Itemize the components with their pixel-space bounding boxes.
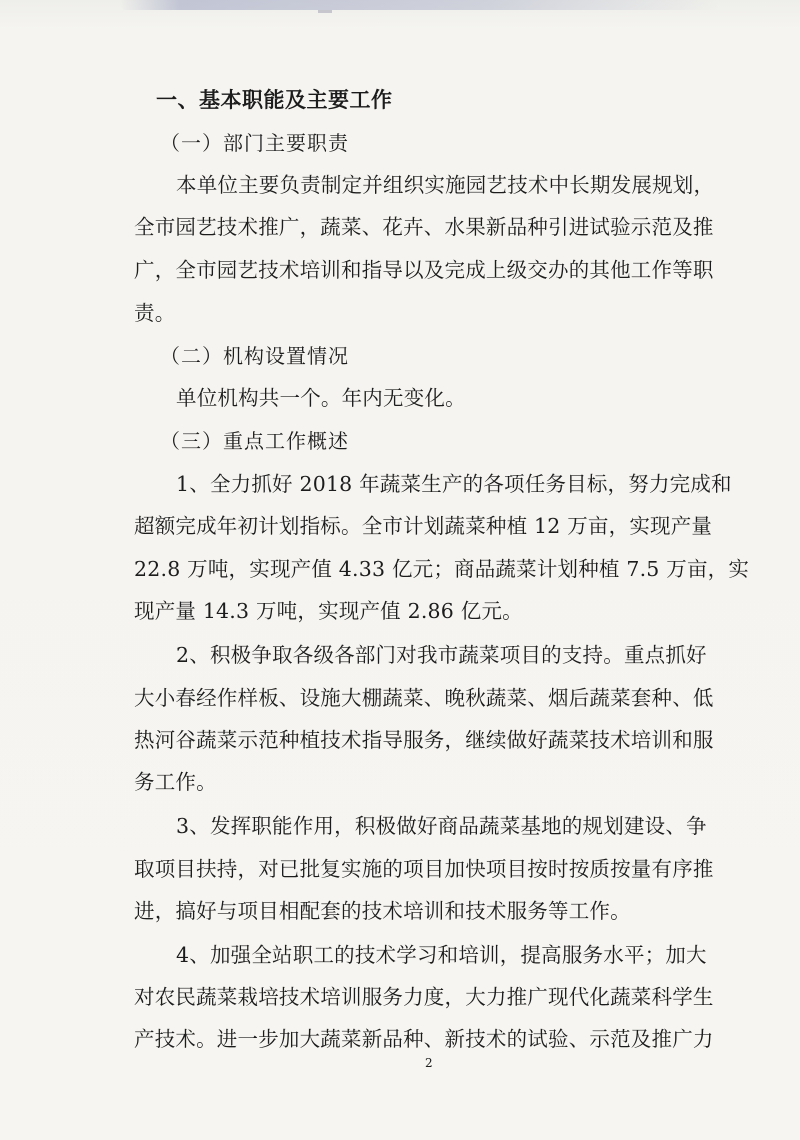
paragraph-line: 22.8 万吨，实现产值 4.33 亿元；商品蔬菜计划种植 7.5 万亩，实 xyxy=(134,557,750,581)
paragraph-line: 4、加强全站职工的技术学习和培训，提高服务水平；加大 xyxy=(176,943,707,967)
paragraph-line: 2、积极争取各级各部门对我市蔬菜项目的支持。重点抓好 xyxy=(176,643,707,667)
scan-edge-mark xyxy=(120,0,720,10)
section-title-duties: （一）部门主要职责 xyxy=(160,131,349,155)
paragraph-line: 大小春经作样板、设施大棚蔬菜、晚秋蔬菜、烟后蔬菜套种、低 xyxy=(134,686,714,710)
paragraph-line: 本单位主要负责制定并组织实施园艺技术中长期发展规划， xyxy=(176,173,715,197)
paragraph-line: 单位机构共一个。年内无变化。 xyxy=(176,386,466,410)
paragraph-line: 产技术。进一步加大蔬菜新品种、新技术的试验、示范及推广力 xyxy=(134,1027,714,1051)
paragraph-line: 3、发挥职能作用，积极做好商品蔬菜基地的规划建设、争 xyxy=(176,814,707,838)
paragraph-line: 热河谷蔬菜示范种植技术指导服务，继续做好蔬菜技术培训和服 xyxy=(134,728,714,752)
paragraph-line: 超额完成年初计划指标。全市计划蔬菜种植 12 万亩，实现产量 xyxy=(134,514,713,538)
scan-edge-dash xyxy=(318,10,332,13)
paragraph-line: 务工作。 xyxy=(134,770,217,794)
page-number: 2 xyxy=(425,1056,433,1070)
section-title-key-work: （三）重点工作概述 xyxy=(160,429,349,453)
paragraph-line: 取项目扶持，对已批复实施的项目加快项目按时按质按量有序推 xyxy=(134,857,714,881)
paragraph-line: 对农民蔬菜栽培技术培训服务力度，大力推广现代化蔬菜科学生 xyxy=(134,985,714,1009)
section-title-organization: （二）机构设置情况 xyxy=(160,344,349,368)
paragraph-line: 现产量 14.3 万吨，实现产值 2.86 亿元。 xyxy=(134,599,523,623)
heading-basic-functions: 一、基本职能及主要工作 xyxy=(156,88,393,112)
paragraph-line: 全市园艺技术推广，蔬菜、花卉、水果新品种引进试验示范及推 xyxy=(134,215,714,239)
paragraph-line: 责。 xyxy=(134,301,176,325)
paragraph-line: 进，搞好与项目相配套的技术培训和技术服务等工作。 xyxy=(134,899,631,923)
paragraph-line: 广，全市园艺技术培训和指导以及完成上级交办的其他工作等职 xyxy=(134,258,714,282)
paragraph-line: 1、全力抓好 2018 年蔬菜生产的各项任务目标，努力完成和 xyxy=(176,472,732,496)
